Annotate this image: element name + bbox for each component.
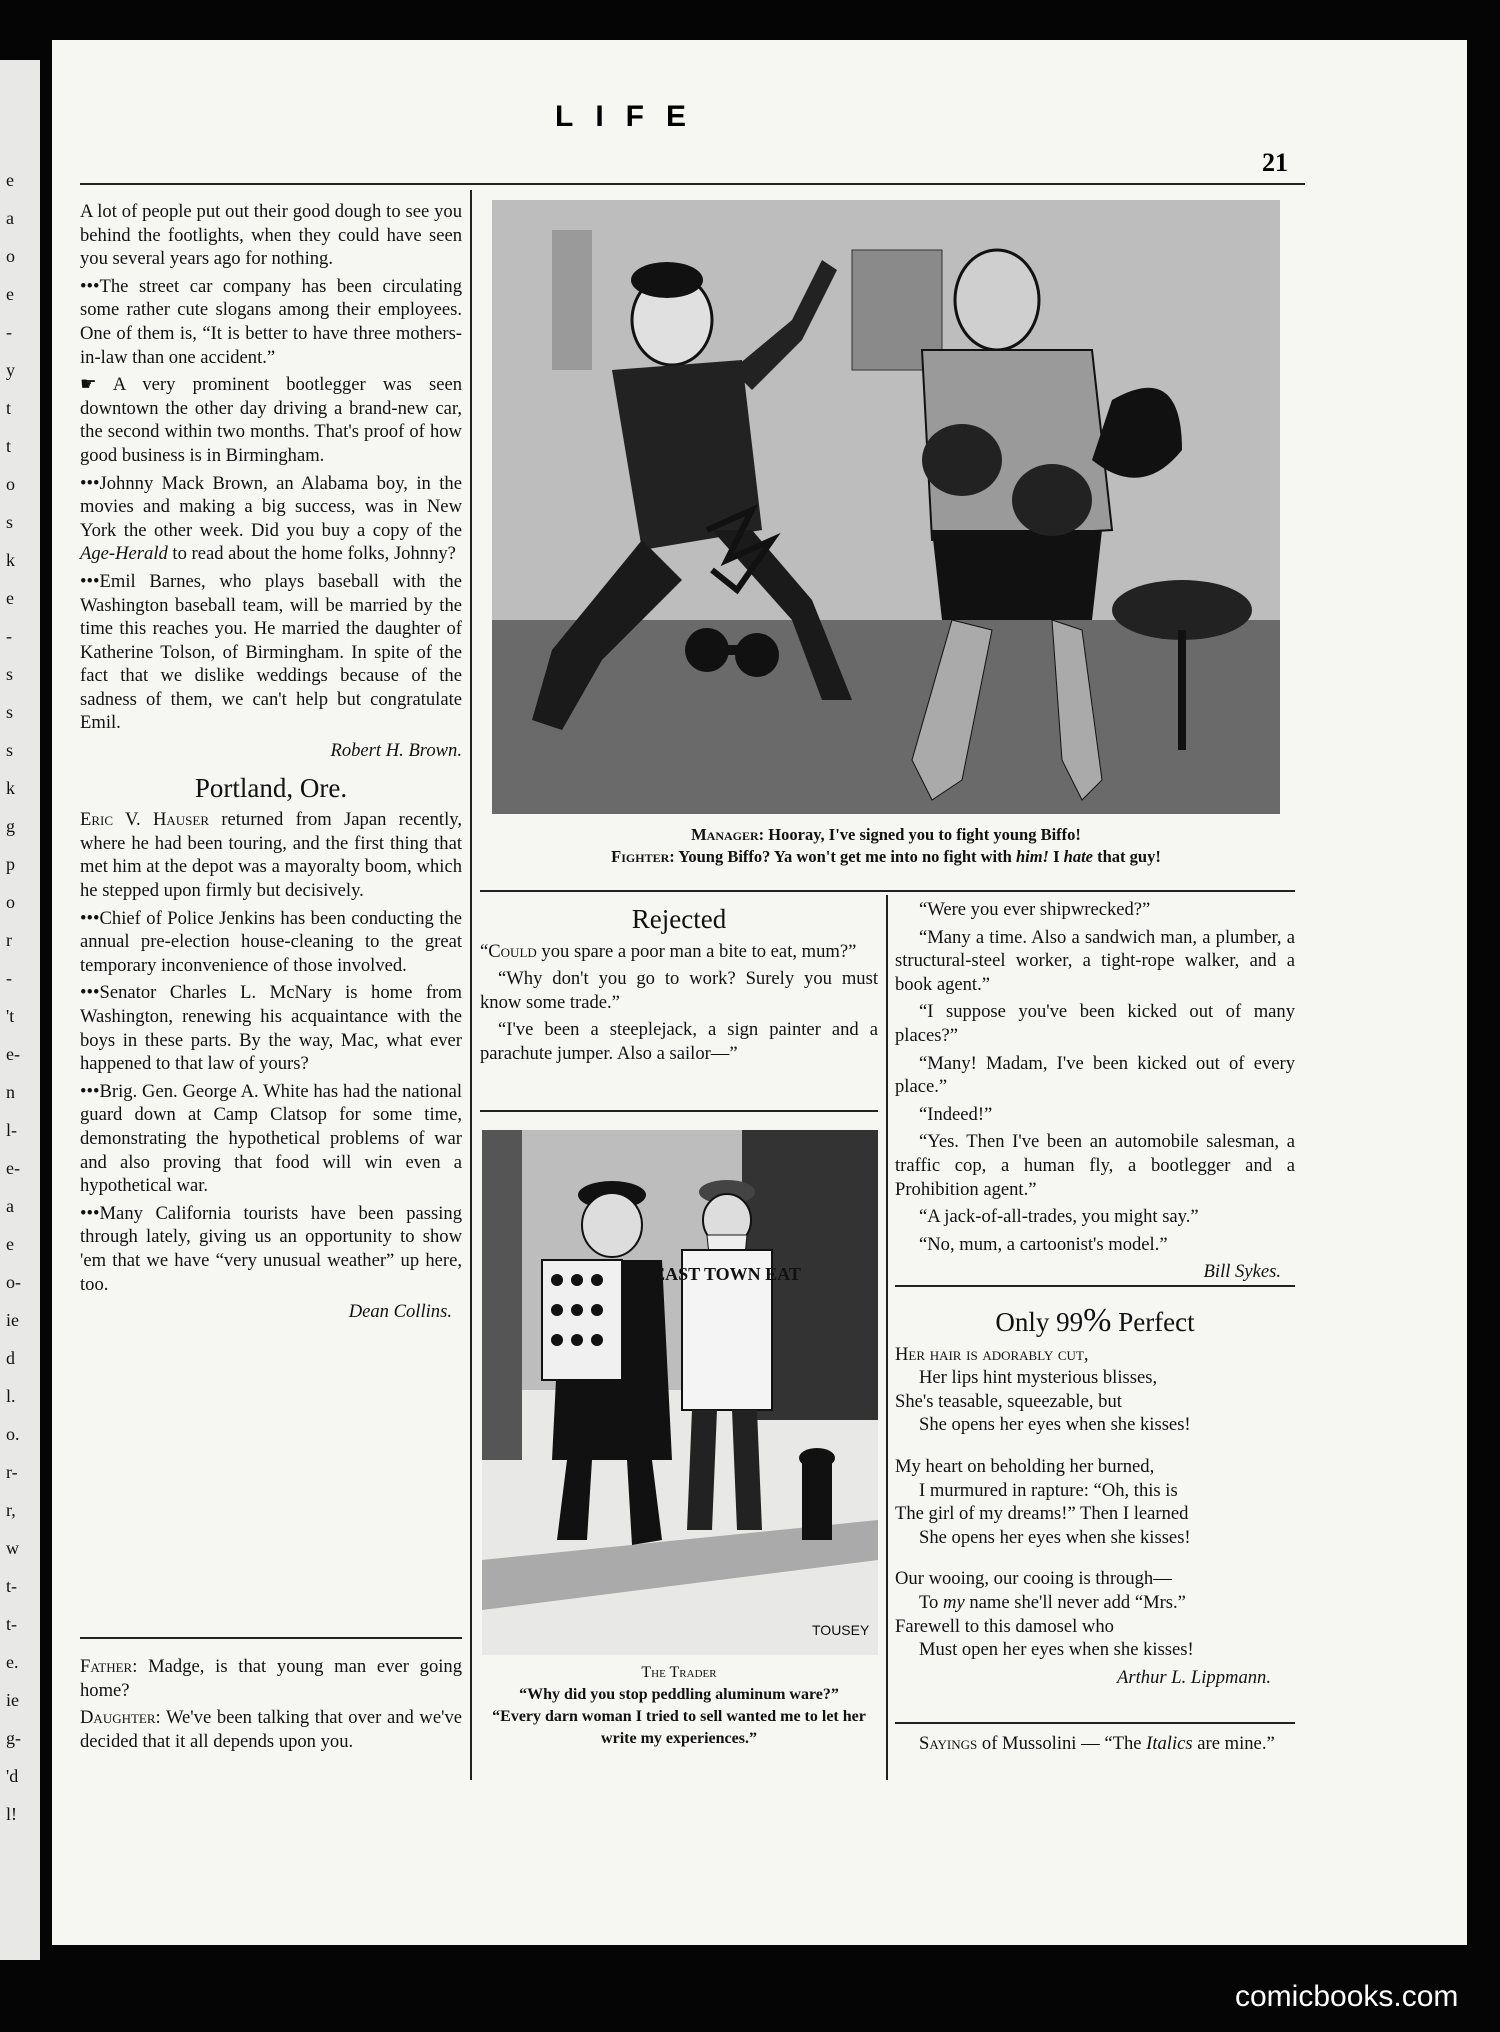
margin-fragment: o. [6, 1424, 20, 1444]
margin-fragment: r, [6, 1500, 16, 1520]
author-signature: Dean Collins. [348, 1301, 452, 1323]
author-signature: Arthur L. Lippmann. [1117, 1666, 1271, 1688]
margin-fragment: g- [6, 1728, 21, 1748]
poem-stanza-2: My heart on beholding her burned, I murmured in rapture: “Oh, this is The girl of my dreams!” Then I learned She opens her eyes when she kisses! [895, 1455, 1191, 1548]
margin-fragment: r- [6, 1462, 18, 1482]
paragraph: A lot of people put out their good dough to see you behind the footlights, when they could have seen you several years ago for nothing. [80, 201, 462, 270]
poem-only-99-perfect [895, 1295, 1295, 1697]
margin-fragment: e [6, 588, 14, 608]
section-rule [895, 1285, 1295, 1287]
margin-fragment: s [6, 740, 14, 760]
margin-fragment: l- [6, 1120, 17, 1140]
artist-signature: TOUSEY [812, 1622, 870, 1638]
column-divider-2 [886, 895, 888, 1780]
margin-fragment: k [6, 778, 15, 798]
margin-fragment: p [6, 854, 15, 874]
margin-fragment: e- [6, 1158, 20, 1178]
column-birmingham [80, 200, 462, 1332]
sandwich-sign-text: EAST TOWN EAT [653, 1264, 801, 1284]
header-rule [80, 183, 1305, 185]
margin-fragment: o- [6, 1272, 21, 1292]
paragraph: •••Many California tourists have been passing through lately, giving us an opportunity to show 'em that we have “very unusual weather” up here, too. [80, 1202, 462, 1295]
section-rule [80, 1637, 462, 1639]
adjacent-page-sliver [0, 60, 40, 1960]
page-number: 21 [1262, 148, 1288, 177]
boxing-cartoon-caption: Manager: Hooray, I've signed you to fight young Biffo! Fighter: Young Biffo? Ya won't get me into no fight with him! I hate that guy! [611, 825, 1161, 866]
pointing-hand-icon: ☛ [80, 374, 97, 396]
author-signature: Robert H. Brown. [330, 740, 462, 762]
margin-fragment: - [6, 968, 12, 988]
section-rule [480, 890, 1295, 892]
paragraph: •••Senator Charles L. McNary is home from Washington, renewing his acquaintance with the boys in these parts. By the way, Mac, what ever happened to that law of yours? [80, 982, 462, 1075]
margin-fragment: g [6, 816, 15, 836]
poem-stanza-3: Our wooing, our cooing is through— To my name she'll never add “Mrs.” Farewell to this damosel who Must open her eyes when she kisses! [895, 1568, 1194, 1661]
paragraph: •••Chief of Police Jenkins has been conducting the annual pre-election house-cleaning to the great temporary inconvenience of those involved. [80, 907, 462, 976]
margin-fragment: o [6, 474, 15, 494]
margin-fragment: l! [6, 1804, 17, 1824]
margin-fragment: e [6, 170, 14, 190]
margin-fragment: 'd [6, 1766, 19, 1786]
margin-fragment: e [6, 284, 14, 304]
margin-fragment: o [6, 892, 15, 912]
margin-fragment: 't [6, 1006, 15, 1026]
watermark-logo: comicbooks.com [1235, 1980, 1459, 2013]
paragraph: •••Brig. Gen. George A. White has had the national guard down at Camp Clatsop for some time, demonstrating the hypothetical problems of war and also proving that food will win even a hypothetical war. [80, 1080, 462, 1197]
margin-fragment: t- [6, 1576, 17, 1596]
margin-fragment: w [6, 1538, 19, 1558]
rejected-story: Rejected “Could you spare a poor man a bite to eat, mum?” “Why don't you go to work? Surely you must know some trade.” “I've been a steeplejack, a sign painter and a parachute jumper. Also a sailor—” [480, 904, 878, 1064]
margin-fragment: e [6, 1234, 14, 1254]
rejected-story-continued: “Were you ever shipwrecked?” “Many a time. Also a sandwich man, a plumber, a structural-steel worker, a tight-rope walker, and a book agent.” “I suppose you've been kicked out of many places?” “Many! Madam, I've been kicked out of every place.” “Indeed!” “Yes. Then I've been an automobile salesman, a traffic cop, a human fly, a bootlegger and a Prohibition agent.” “A jack-of-all-trades, you might say.” “No, mum, a cartoonist's model.” Bill Sykes. [895, 899, 1295, 1283]
margin-fragment: t [6, 436, 12, 456]
margin-fragment: o [6, 246, 15, 266]
margin-fragment: ie [6, 1310, 19, 1330]
section-title-portland: Portland, Ore. [194, 772, 348, 803]
sayings-of-mussolini: Sayings of Mussolini — “The Italics are mine.” [919, 1733, 1275, 1754]
section-rule [895, 1722, 1295, 1724]
magazine-title: LIFE [555, 100, 708, 133]
paragraph: ☛ A very prominent bootlegger was seen downtown the other day driving a brand-new car, the second within two months. That's proof of how good business is in Birmingham. [80, 374, 462, 466]
poem-stanza-1: Her hair is adorably cut, Her lips hint mysterious blisses, She's teasable, squeezable, but She opens her eyes when she kisses! [895, 1343, 1191, 1436]
margin-fragment: e- [6, 1044, 20, 1064]
author-signature: Bill Sykes. [1203, 1261, 1281, 1283]
margin-fragment: s [6, 702, 14, 722]
margin-fragment: - [6, 626, 12, 646]
margin-fragment: d [6, 1348, 15, 1368]
margin-fragment: a [6, 1196, 14, 1216]
rejected-title: Rejected [631, 904, 727, 934]
trader-cartoon [482, 1130, 878, 1655]
paragraph: Eric V. Hauser returned from Japan recently, where he had been touring, and the first thing that met him at the depot was a mayoralty boom, which he stepped upon firmly but decisively. [80, 809, 462, 902]
margin-fragment: t [6, 398, 12, 418]
section-rule [480, 1110, 878, 1112]
margin-fragment: a [6, 208, 14, 228]
margin-fragment: t- [6, 1614, 17, 1634]
margin-fragment: y [6, 360, 15, 380]
margin-fragment: k [6, 550, 15, 570]
margin-fragment: - [6, 322, 12, 342]
margin-fragment: ie [6, 1690, 19, 1710]
margin-fragment: l. [6, 1386, 16, 1406]
paragraph: •••The street car company has been circulating some rather cute slogans among their employees. One of them is, “It is better to have three mothers-in-law than one accident.” [80, 275, 462, 368]
trader-caption: The Trader “Why did you stop peddling aluminum ware?” “Every darn woman I tried to sell wanted me to let her write my experiences.” [492, 1664, 866, 1747]
margin-fragment: e. [6, 1652, 19, 1672]
paragraph: •••Johnny Mack Brown, an Alabama boy, in the movies and making a big success, was in New York the other week. Did you buy a copy of the Age-Herald to read about the home folks, Johnny? [80, 472, 462, 565]
margin-fragment: s [6, 512, 14, 532]
paragraph: •••Emil Barnes, who plays baseball with the Washington baseball team, will be married by the time this reaches you. He married the daughter of Katherine Tolson, of Birmingham. In spite of the fact that we dislike weddings because of the sadness of them, we can't help but congratulate Emil. [80, 570, 462, 734]
column-divider-1 [470, 190, 472, 1780]
poem-title: Only 99% Perfect [995, 1302, 1195, 1339]
margin-fragment: s [6, 664, 14, 684]
margin-fragment: r [6, 930, 12, 950]
margin-fragment: n [6, 1082, 15, 1102]
boxing-cartoon [492, 200, 1280, 814]
father-daughter-joke: Father: Madge, is that young man ever going home? Daughter: We've been talking that over and we've decided that it all depends upon you. [80, 1656, 462, 1752]
